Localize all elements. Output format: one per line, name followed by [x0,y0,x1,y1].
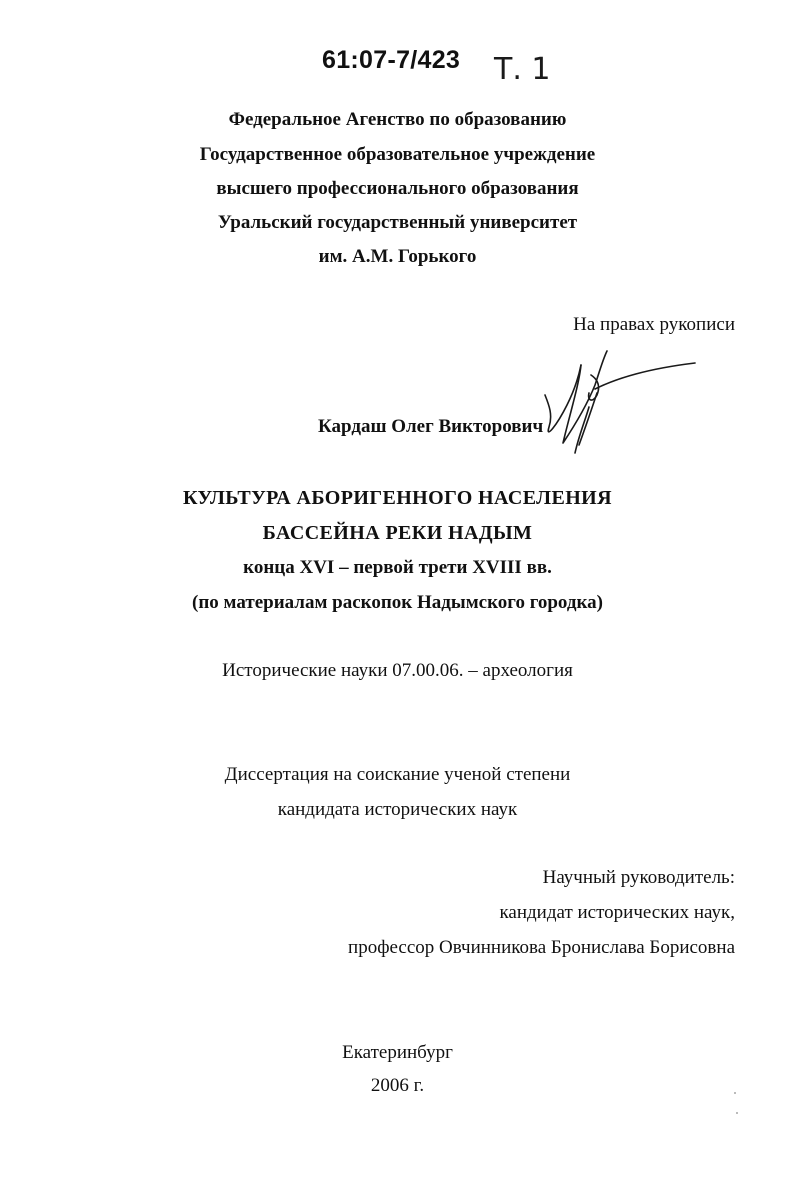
institution-line-3: высшего профессионального образования [216,178,579,199]
title-line-2: БАССЕЙНА РЕКИ НАДЫМ [262,522,533,544]
institution-line-4: Уральский государственный университет [217,212,578,233]
degree-line-2: кандидата исторических наук [277,799,518,820]
title-line-1: КУЛЬТУРА АБОРИГЕННОГО НАСЕЛЕНИЯ [183,487,612,509]
author-name: Кардаш Олег Викторович [318,416,544,437]
manuscript-rights: На правах рукописи [573,314,735,335]
institution-line-1: Федеральное Агенство по образованию [228,109,567,130]
shelfmark: 61:07-7/423 [322,46,461,74]
supervisor-name: профессор Овчинникова Бронислава Борисовна [348,937,735,958]
supervisor-label: Научный руководитель: [542,867,735,888]
signature-icon [535,345,705,460]
institution-line-5: им. А.М. Горького [318,246,477,267]
title-line-3: конца XVI – первой трети XVIII вв. [243,557,552,578]
supervisor-degree: кандидат исторических наук, [499,902,735,923]
specialty: Исторические науки 07.00.06. – археология [222,660,573,681]
degree-line-1: Диссертация на соискание ученой степени [224,764,571,785]
scan-speck [734,1092,736,1094]
scan-speck [736,1112,738,1114]
title-line-4: (по материалам раскопок Надымского городка) [192,592,603,613]
handwritten-volume-note: Т. 1 [494,52,551,87]
city: Екатеринбург [342,1042,453,1063]
institution-line-2: Государственное образовательное учреждение [199,144,596,165]
year: 2006 г. [370,1075,425,1096]
